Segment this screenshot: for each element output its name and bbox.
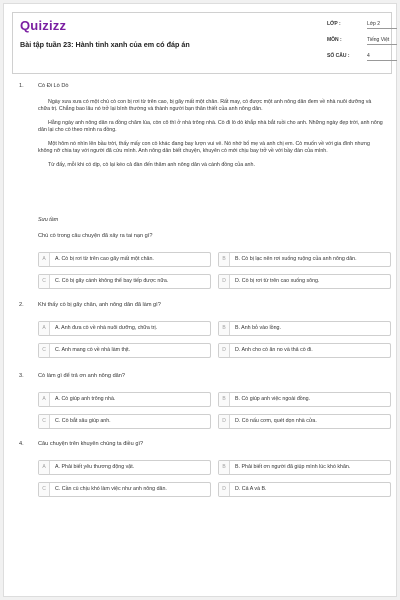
passage-paragraph: Từ đấy, mỗi khi có dịp, cò lại kéo cả đàn đến thăm anh nông dân và cánh đồng của anh. xyxy=(48,162,255,168)
option-text: B. Phải biết ơn người đã giúp mình lúc khó khăn. xyxy=(235,464,351,470)
quizizz-logo: Quizizz xyxy=(20,18,67,33)
passage-paragraph: Hằng ngày anh nông dân ra đồng chăm lúa, còn cô thì ở nhà trông nhà. Cò đi lò dò khắp nhà bắt ruồi cho anh. Những ngày đẹp trời, anh nông dân lại cho cò theo mình ra đồng. xyxy=(38,120,383,133)
option-d[interactable] xyxy=(218,414,391,429)
option-letter: A xyxy=(39,461,50,474)
option-letter: B xyxy=(219,393,230,406)
option-a[interactable] xyxy=(38,460,211,475)
meta-grade-label: LỚP : xyxy=(327,21,341,27)
option-letter: A xyxy=(39,322,50,335)
passage-title: Cò Đi Lò Dò xyxy=(38,83,69,89)
option-letter: D xyxy=(219,483,230,496)
option-a[interactable] xyxy=(38,392,211,407)
option-text: B. Cò giúp anh việc ngoài đồng. xyxy=(235,396,311,402)
option-c[interactable] xyxy=(38,343,211,358)
option-text: C. Cò bị gãy cánh không thể bay tiếp được nữa. xyxy=(55,278,169,284)
option-c[interactable] xyxy=(38,274,211,289)
option-d[interactable] xyxy=(218,343,391,358)
question-text: Khi thấy cò bị gãy chân, anh nông dân đã làm gì? xyxy=(38,302,161,308)
option-letter: B xyxy=(219,253,230,266)
option-letter: B xyxy=(219,322,230,335)
worksheet-title: Bài tập tuần 23: Hành tinh xanh của em có đáp án xyxy=(20,40,190,49)
option-d[interactable] xyxy=(218,274,391,289)
option-d[interactable] xyxy=(218,482,391,497)
option-c[interactable] xyxy=(38,414,211,429)
option-letter: A xyxy=(39,253,50,266)
meta-count-value: 4 xyxy=(367,53,370,59)
passage-number: 1. xyxy=(19,83,24,89)
option-b[interactable] xyxy=(218,460,391,475)
option-text: A. Phải biết yêu thương động vật. xyxy=(55,464,135,470)
option-text: D. Cò bị rơi từ trên cao xuống sông. xyxy=(235,278,320,284)
option-b[interactable] xyxy=(218,252,391,267)
option-letter: C xyxy=(39,344,50,357)
option-a[interactable] xyxy=(38,252,211,267)
option-text: C. Cần cù chịu khó làm việc như anh nông dân. xyxy=(55,486,167,492)
option-b[interactable] xyxy=(218,321,391,336)
worksheet-header xyxy=(12,12,392,74)
option-letter: D xyxy=(219,415,230,428)
option-letter: D xyxy=(219,275,230,288)
option-a[interactable] xyxy=(38,321,211,336)
option-text: A. Cò giúp anh trông nhà. xyxy=(55,396,116,402)
option-letter: B xyxy=(219,461,230,474)
worksheet-page xyxy=(3,3,397,597)
option-text: D. Cả A và B. xyxy=(235,486,267,492)
option-text: B. Cò bị lạc nên rơi xuống ruộng của anh nông dân. xyxy=(235,256,357,262)
option-text: A. Anh đưa cò về nhà nuôi dưỡng, chữa trị. xyxy=(55,325,158,331)
option-letter: C xyxy=(39,275,50,288)
option-letter: C xyxy=(39,415,50,428)
option-text: C. Anh mang cò về nhà làm thịt. xyxy=(55,347,131,353)
question-number: 2. xyxy=(19,302,24,308)
option-b[interactable] xyxy=(218,392,391,407)
option-text: D. Anh cho cò ăn no và thả cò đi. xyxy=(235,347,313,353)
meta-subject-label: MÔN : xyxy=(327,37,342,43)
passage-paragraph: Ngày xưa xưa có một chú cò con bị rơi từ trên cao, bị gãy mất một chân. Rất may, có được một anh nông dân đem về nhà nuôi dưỡng và chữa trị. Chẳng bao lâu nó trở lại bình thường và thành người bạn thân thiết của anh nông dân. xyxy=(38,99,372,112)
meta-count-label: SỐ CÂU : xyxy=(327,53,350,59)
option-text: A. Cò bị rơi từ trên cao gãy mất một chân. xyxy=(55,256,154,262)
passage-text xyxy=(38,99,383,176)
option-letter: A xyxy=(39,393,50,406)
meta-grade-value: Lớp 2 xyxy=(367,21,381,27)
meta-subject-value: Tiếng Việt xyxy=(367,37,390,43)
question-text: Cò làm gì để trả ơn anh nông dân? xyxy=(38,373,126,379)
option-c[interactable] xyxy=(38,482,211,497)
question-number: 4. xyxy=(19,441,24,447)
option-letter: D xyxy=(219,344,230,357)
question-text: Câu chuyện trên khuyên chúng ta điều gì? xyxy=(38,441,144,447)
question-text: Chú cò trong câu chuyện đã xảy ra tai nạn gì? xyxy=(38,233,153,239)
option-text: B. Anh bỏ vào lồng. xyxy=(235,325,281,331)
passage-source: Sưu tầm xyxy=(38,217,59,223)
question-number: 3. xyxy=(19,373,24,379)
passage-paragraph: Một hôm nó nhìn lên bầu trời, thấy mấy con cò khác đang bay lượn vui vẻ. Nó nhớ bố mẹ và anh chị em. Cò muốn về với gia đình nhưng không nỡ chia tay với người đã cứu mình. Anh nông dân biết chuyện, khuyên cò mới chịu bay trở về với bầy đàn của mình. xyxy=(38,141,370,154)
option-letter: C xyxy=(39,483,50,496)
option-text: D. Cò nấu cơm, quét dọn nhà cửa. xyxy=(235,418,317,424)
option-text: C. Cò bắt sâu giúp anh. xyxy=(55,418,111,424)
